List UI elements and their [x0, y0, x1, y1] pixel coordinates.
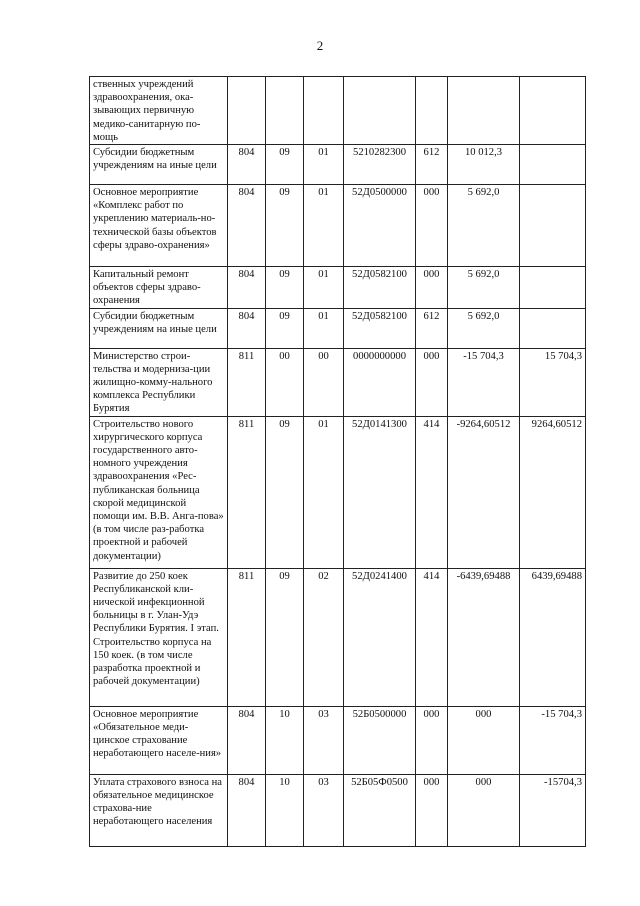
section-code: 09	[266, 416, 304, 568]
section-code: 00	[266, 348, 304, 416]
amount-value: 5 692,0	[448, 185, 520, 267]
row-name: Капитальный ремонт объектов сферы здраво-охранения	[90, 267, 228, 309]
subsection-code: 01	[304, 145, 344, 185]
expense-type-code: 612	[416, 308, 448, 348]
section-code: 09	[266, 568, 304, 706]
amount-extra-value: 9264,60512	[520, 416, 586, 568]
row-name: Уплата страхового взноса на обязательное медицинское страхова-ние неработающего населения	[90, 774, 228, 846]
target-article-code: 52Д0141300	[344, 416, 416, 568]
section-code	[266, 77, 304, 145]
table-row	[90, 267, 586, 309]
table-row	[90, 568, 586, 706]
amount-extra-value: -15704,3	[520, 774, 586, 846]
amount-extra-value: 15 704,3	[520, 348, 586, 416]
ministry-code: 804	[228, 267, 266, 309]
amount-extra-value	[520, 145, 586, 185]
ministry-code: 811	[228, 416, 266, 568]
subsection-code: 01	[304, 416, 344, 568]
amount-extra-value	[520, 267, 586, 309]
subsection-code: 03	[304, 774, 344, 846]
ministry-code: 804	[228, 774, 266, 846]
table-row	[90, 308, 586, 348]
ministry-code: 811	[228, 348, 266, 416]
expense-type-code: 414	[416, 568, 448, 706]
amount-value: -15 704,3	[448, 348, 520, 416]
section-code: 09	[266, 185, 304, 267]
amount-extra-value	[520, 77, 586, 145]
subsection-code: 01	[304, 185, 344, 267]
table-row	[90, 185, 586, 267]
amount-value: -6439,69488	[448, 568, 520, 706]
table-row	[90, 145, 586, 185]
row-name: Основное мероприятие «Комплекс работ по укреплению материаль-но-технической базы объектов сферы здраво-охранения»	[90, 185, 228, 267]
table-row	[90, 77, 586, 145]
expense-type-code: 612	[416, 145, 448, 185]
expense-type-code: 000	[416, 185, 448, 267]
amount-value: 000	[448, 706, 520, 774]
expense-type-code: 414	[416, 416, 448, 568]
ministry-code: 804	[228, 308, 266, 348]
ministry-code: 811	[228, 568, 266, 706]
target-article-code: 52Д0582100	[344, 267, 416, 309]
row-name: ственных учреждений здравоохранения, ока-зывающих первичную медико-санитарную по-мощь	[90, 77, 228, 145]
section-code: 10	[266, 706, 304, 774]
expense-type-code: 000	[416, 348, 448, 416]
target-article-code: 52Д0500000	[344, 185, 416, 267]
subsection-code: 00	[304, 348, 344, 416]
expense-type-code	[416, 77, 448, 145]
table-row	[90, 416, 586, 568]
subsection-code: 03	[304, 706, 344, 774]
budget-table	[89, 76, 586, 847]
ministry-code: 804	[228, 145, 266, 185]
section-code: 10	[266, 774, 304, 846]
amount-value: 10 012,3	[448, 145, 520, 185]
amount-value	[448, 77, 520, 145]
table-row	[90, 706, 586, 774]
amount-extra-value	[520, 308, 586, 348]
table-row	[90, 774, 586, 846]
amount-value: -9264,60512	[448, 416, 520, 568]
amount-value: 000	[448, 774, 520, 846]
row-name: Субсидии бюджетным учреждениям на иные цели	[90, 145, 228, 185]
target-article-code	[344, 77, 416, 145]
section-code: 09	[266, 145, 304, 185]
row-name: Строительство нового хирургического корпуса государственного авто-номного учреждения здравоохранения «Рес-публиканская больница скорой медицинской помощи им. В.В. Анга-пова» (в том числе раз-работка проектной и рабочей документации)	[90, 416, 228, 568]
page-number: 2	[316, 38, 324, 53]
amount-value: 5 692,0	[448, 308, 520, 348]
amount-extra-value	[520, 185, 586, 267]
target-article-code: 52Д0582100	[344, 308, 416, 348]
row-name: Развитие до 250 коек Республиканской кли-нической инфекционной больницы в г. Улан-Удэ Республики Бурятия. I этап. Строительство корпуса на 150 коек. (в том числе разработка проектной и рабочей документации)	[90, 568, 228, 706]
subsection-code: 02	[304, 568, 344, 706]
table-row	[90, 348, 586, 416]
expense-type-code: 000	[416, 267, 448, 309]
amount-value: 5 692,0	[448, 267, 520, 309]
section-code: 09	[266, 308, 304, 348]
section-code: 09	[266, 267, 304, 309]
ministry-code	[228, 77, 266, 145]
row-name: Основное мероприятие «Обязательное меди-цинское страхование неработающего населе-ния»	[90, 706, 228, 774]
row-name: Субсидии бюджетным учреждениям на иные цели	[90, 308, 228, 348]
ministry-code: 804	[228, 706, 266, 774]
target-article-code: 5210282300	[344, 145, 416, 185]
expense-type-code: 000	[416, 706, 448, 774]
row-name: Министерство строи-тельства и модерниза-ции жилищно-комму-нального комплекса Республики Бурятия	[90, 348, 228, 416]
target-article-code: 52Б05Ф0500	[344, 774, 416, 846]
target-article-code: 52Д0241400	[344, 568, 416, 706]
ministry-code: 804	[228, 185, 266, 267]
target-article-code: 52Б0500000	[344, 706, 416, 774]
amount-extra-value: -15 704,3	[520, 706, 586, 774]
amount-extra-value: 6439,69488	[520, 568, 586, 706]
subsection-code: 01	[304, 308, 344, 348]
subsection-code	[304, 77, 344, 145]
subsection-code: 01	[304, 267, 344, 309]
expense-type-code: 000	[416, 774, 448, 846]
target-article-code: 0000000000	[344, 348, 416, 416]
